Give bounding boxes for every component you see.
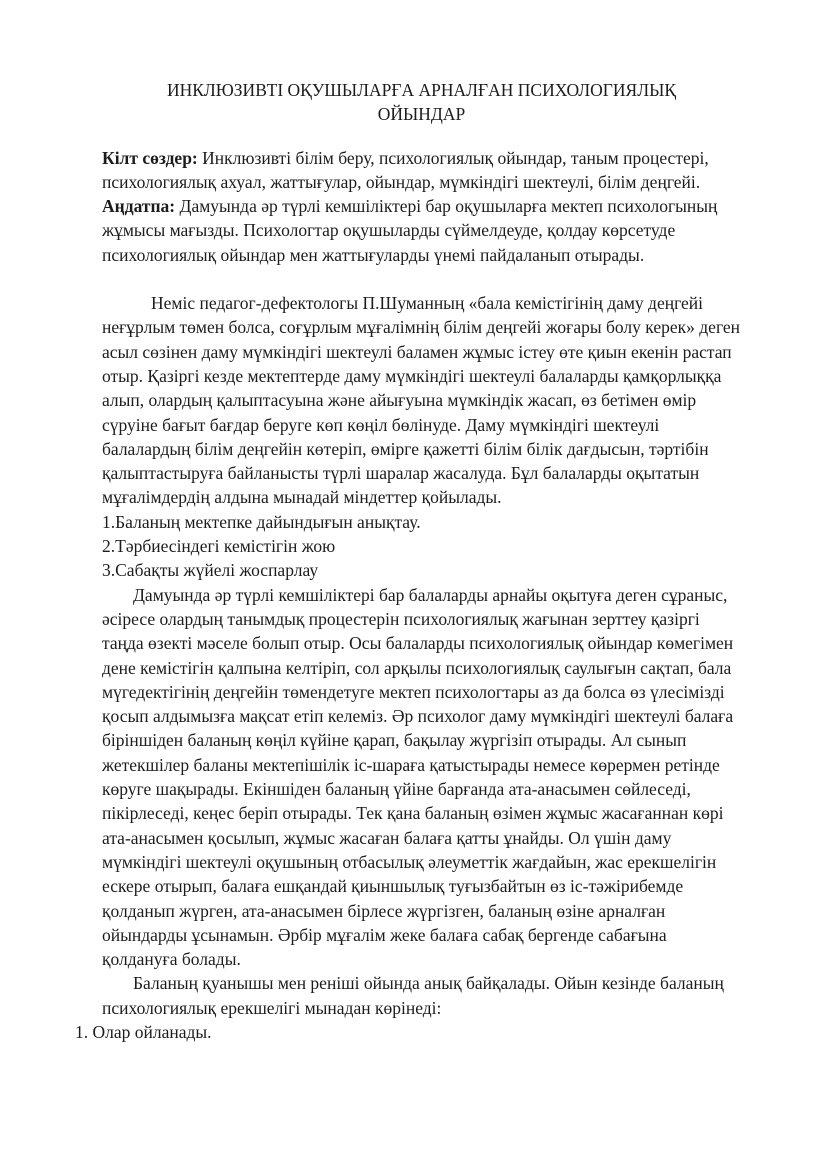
abstract-label: Аңдатпа:	[102, 196, 176, 217]
document-title	[102, 78, 741, 127]
abstract-text: Дамуында әр түрлі кемшіліктері бар оқушыларға мектеп психологының жұмысы мағызды. Психологтар оқушыларды сүймелдеуде, қолдау көрсетуде психологиялық ойындар мен жаттығуларды үнемі пайдаланып отырады.	[102, 196, 718, 265]
task-item-1: 1.Баланың мектепке дайындығын анықтау.	[102, 511, 421, 532]
task-item-3: 3.Сабақты жүйелі жоспарлау	[102, 560, 319, 581]
title-line-2: ОЙЫНДАР	[377, 104, 466, 125]
keywords-text: Инклюзивті білім беру, психологиялық ойындар, таным процестері, психологиялық ахуал, жаттығулар, ойындар, мүмкіндігі шектеулі, білім деңгейі.	[102, 147, 709, 192]
task-item-2: 2.Тәрбиесіндегі кемістігін жою	[102, 536, 336, 557]
body-paragraph-shuman: Неміс педагог-дефектологы П.Шуманның «бала кемістігінің даму деңгейі неғұрлым төмен болса, соғұрлым мұғалімнің білім деңгейі жоғары болу керек» деген асыл сөзінен даму мүмкіндігі шектеулі баламен жұмыс істеу өте қиын екенін растап отыр. Қазіргі кезде мектептерде даму мүмкіндігі шектеулі балаларды қамқорлыққа алып, олардың қалыптасуына және айығуына мүмкіндік жасап, өз бетімен өмір сүруіне бағыт бағдар беруге көп көңіл бөлінуде. Даму мүмкіндігі шектеулі балалардың білім деңгейін көтеріп, өмірге қажетті білім білік дағдысын, тәртібін қалыптастыруға байланысты түрлі шаралар жасалуда. Бұл балаларды оқытатын мұғалімдердің алдына мынадай міндеттер қойылады.	[102, 293, 741, 508]
title-line-1: ИНКЛЮЗИВТІ ОҚУШЫЛАРҒА АРНАЛҒАН ПСИХОЛОГИЯЛЫҚ	[166, 80, 676, 100]
body-paragraph-demand: Дамуында әр түрлі кемшіліктері бар балаларды арнайы оқытуға деген сұраныс, әсіресе олардың танымдық процестерін психологиялық жағынан зерттеу қазіргі таңда өзекті мәселе болып отыр. Осы балаларды психологиялық ойындар көмегімен дене кемістігін қалпына келтіріп, сол арқылы психологиялық саулығын сақтап, бала мүгедектігінің деңгейін төмендетуге мектеп психологтары аз да болса өз үлесімізді қосып алдымызға мақсат етіп келеміз. Әр психолог даму мүмкіндігі шектеулі балаға біріншіден баланың көңіл күйіне қарап, бақылау жүргізіп отырады. Ал сынып жетекшілер баланы мектепішілік іс-шараға қатыстырады немесе көрермен ретінде көруге шақырады. Екіншіден баланың үйіне барғанда ата-анасымен сөйлеседі, пікірлеседі, кеңес беріп отырады. Тек қана баланың өзімен жұмыс жасағаннан көрі ата-анасымен қосылып, жұмыс жасаған балаға қатты ұнайды. Ол үшін даму мүмкіндігі шектеулі оқушының отбасылық әлеуметтік жағдайын, жас ерекшелігін ескере отырып, балаға ешқандай қиыншылық туғызбайтын өз іс-тәжірибемде қолданып жүрген, ата-анасымен бірлесе жүргізген, баланың өзіне арналған ойындарды ұсынамын. Әрбір мұғалім жеке балаға сабақ бергенде сабағына қолдануға болады.	[102, 584, 734, 970]
keywords-paragraph	[102, 146, 741, 195]
body-paragraph-game-observation: Баланың қуанышы мен реніші ойында анық байқалады. Ойын кезінде баланың психологиялық ерекшелігі мынадан көрінеді:	[102, 973, 724, 1018]
numbered-list-item-1: 1. Олар ойланады.	[75, 1021, 212, 1042]
abstract-paragraph	[102, 194, 741, 267]
keywords-label: Кілт сөздер:	[102, 147, 198, 168]
